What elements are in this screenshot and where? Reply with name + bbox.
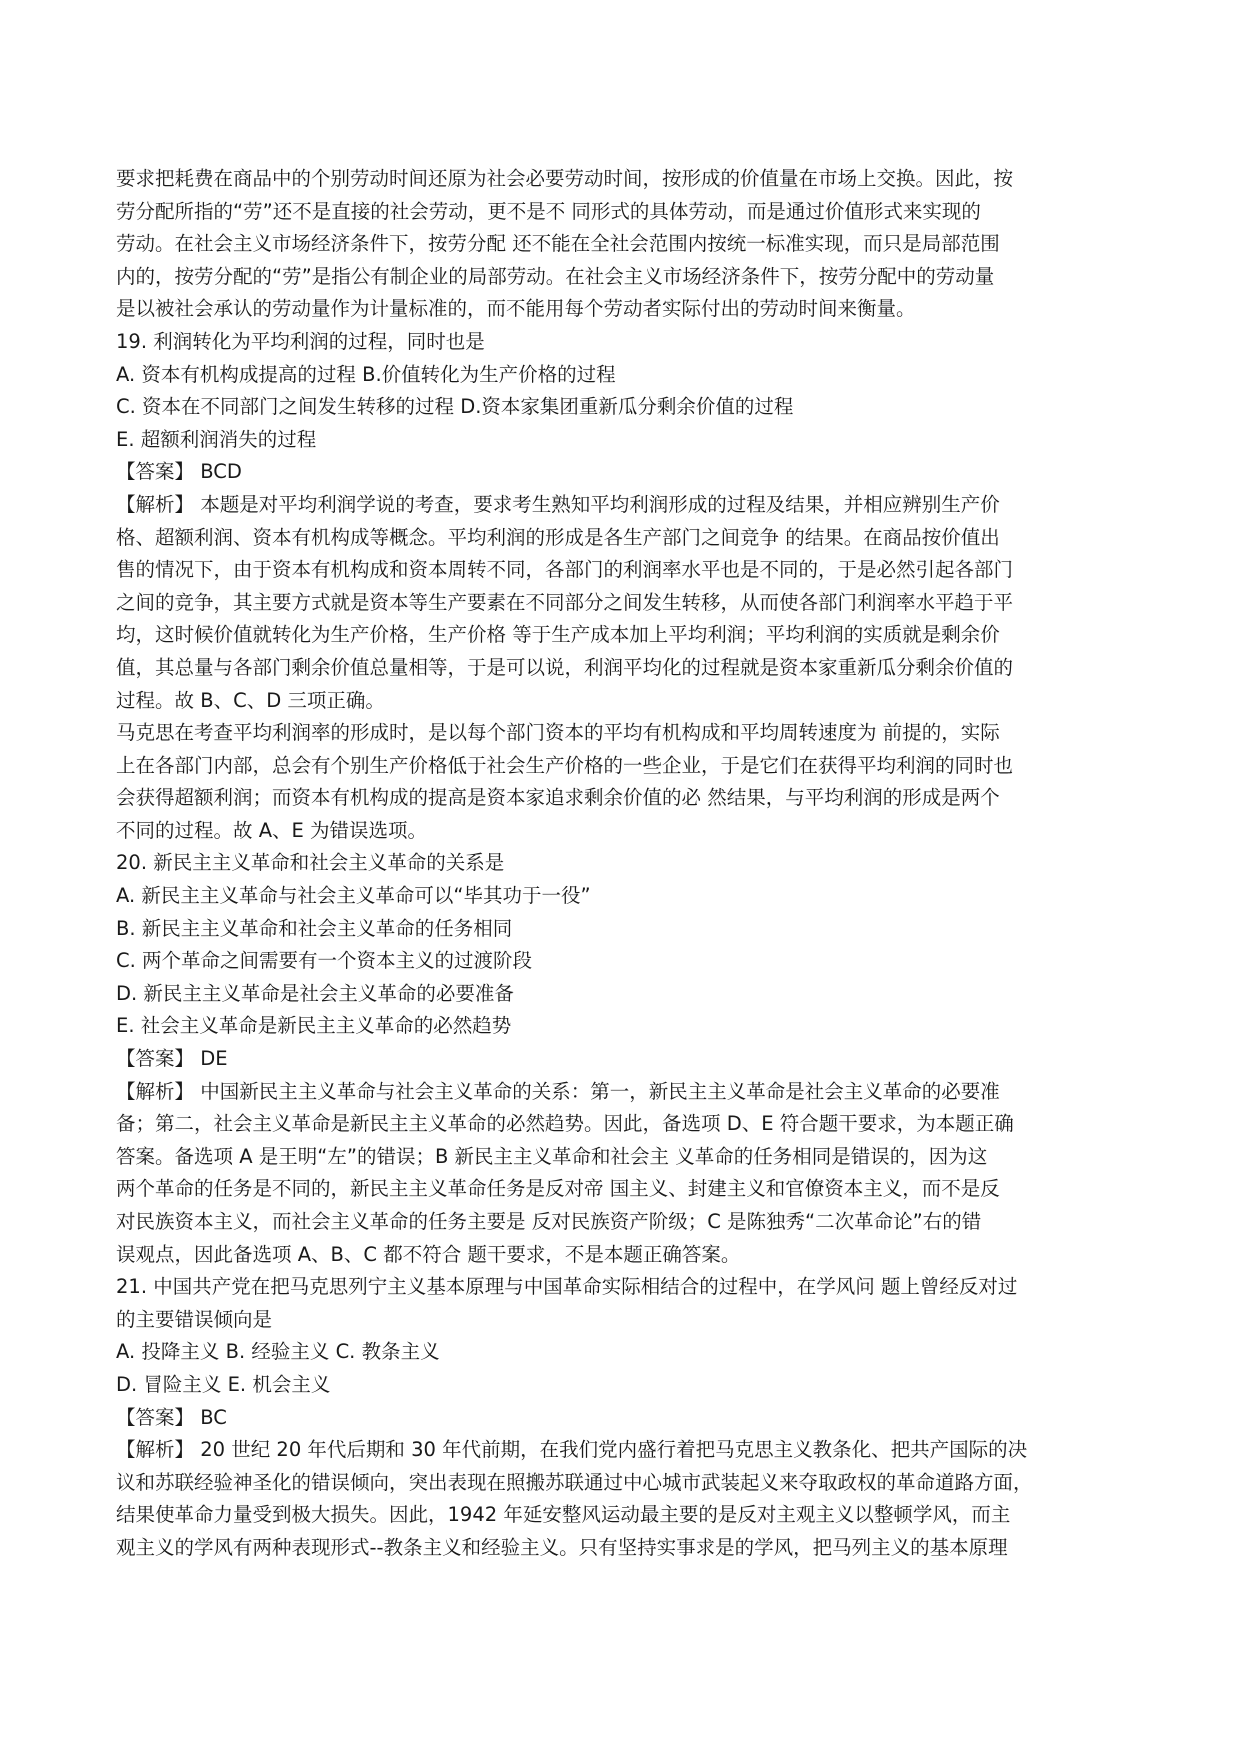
question-20-analysis: 【解析】 中国新民主主义革命与社会主义革命的关系：第一，新民主主义革命是社会主义革命的必要准 [116, 1079, 1000, 1103]
text-line: 内的，按劳分配的“劳”是指公有制企业的局部劳动。在社会主义市场经济条件下，按劳分配中的劳动量 [116, 264, 995, 288]
question-21-option: A. 投降主义 B. 经验主义 C. 教条主义 [116, 1340, 440, 1364]
question-20-analysis: 两个革命的任务是不同的，新民主主义革命任务是反对帝 国主义、封建主义和官僚资本主义，而不是反 [116, 1177, 1000, 1201]
document-page [116, 163, 1126, 1565]
question-20-option: C. 两个革命之间需要有一个资本主义的过渡阶段 [116, 949, 533, 973]
question-20-stem: 20. 新民主主义革命和社会主义革命的关系是 [116, 851, 505, 875]
question-21-answer: 【答案】 BC [116, 1405, 227, 1429]
question-21-analysis: 议和苏联经验神圣化的错误倾向，突出表现在照搬苏联通过中心城市武装起义来夺取政权的革命道路方面， [116, 1470, 1033, 1494]
question-21-analysis: 【解析】 20 世纪 20 年代后期和 30 年代前期，在我们党内盛行着把马克思主义教条化、把共产国际的决 [116, 1438, 1028, 1462]
question-20-option: B. 新民主主义革命和社会主义革命的任务相同 [116, 916, 513, 940]
question-19-analysis: 过程。故 B、C、D 三项正确。 [116, 688, 385, 712]
question-20-option: E. 社会主义革命是新民主主义革命的必然趋势 [116, 1014, 512, 1038]
question-20-option: D. 新民主主义革命是社会主义革命的必要准备 [116, 981, 514, 1005]
text-line: 要求把耗费在商品中的个别劳动时间还原为社会必要劳动时间，按形成的价值量在市场上交换。因此，按 [116, 167, 1014, 190]
question-21-analysis: 观主义的学风有两种表现形式--教条主义和经验主义。只有坚持实事求是的学风，把马列主义的基本原理 [116, 1535, 1008, 1559]
question-19-analysis: 均，这时候价值就转化为生产价格，生产价格 等于生产成本加上平均利润；平均利润的实质就是剩余价 [116, 623, 1000, 647]
question-19-analysis: 格、超额利润、资本有机构成等概念。平均利润的形成是各生产部门之间竞争 的结果。在商品按价值出 [116, 525, 1000, 549]
question-20-answer: 【答案】 DE [116, 1047, 228, 1071]
question-20-analysis: 备；第二，社会主义革命是新民主主义革命的必然趋势。因此，备选项 D、E 符合题干要求，为本题正确 [116, 1112, 1014, 1136]
question-19-analysis: 上在各部门内部，总会有个别生产价格低于社会生产价格的一些企业，于是它们在获得平均利润的同时也 [116, 753, 1014, 777]
question-19-answer: 【答案】 BCD [116, 460, 242, 484]
question-19-analysis: 之间的竞争，其主要方式就是资本等生产要素在不同部分之间发生转移，从而使各部门利润率水平趋于平 [116, 590, 1014, 614]
question-19-stem: 19. 利润转化为平均利润的过程，同时也是 [116, 329, 485, 353]
question-19-analysis: 值，其总量与各部门剩余价值总量相等，于是可以说，利润平均化的过程就是资本家重新瓜分剩余价值的 [116, 655, 1014, 679]
question-19-option: A. 资本有机构成提高的过程 B.价值转化为生产价格的过程 [116, 362, 616, 386]
question-21-analysis: 结果使革命力量受到极大损失。因此，1942 年延安整风运动最主要的是反对主观主义以整顿学风，而主 [116, 1503, 1011, 1527]
question-20-analysis: 误观点，因此备选项 A、B、C 都不符合 题干要求，不是本题正确答案。 [116, 1242, 741, 1266]
question-19-analysis: 不同的过程。故 A、E 为错误选项。 [116, 818, 428, 842]
question-21-option: D. 冒险主义 E. 机会主义 [116, 1372, 331, 1396]
question-19-option: C. 资本在不同部门之间发生转移的过程 D.资本家集团重新瓜分剩余价值的过程 [116, 395, 794, 419]
question-19-analysis: 售的情况下，由于资本有机构成和资本周转不同，各部门的利润率水平也是不同的，于是必然引起各部门 [116, 558, 1014, 582]
question-19-option: E. 超额利润消失的过程 [116, 427, 317, 451]
question-19-analysis: 会获得超额利润；而资本有机构成的提高是资本家追求剩余价值的必 然结果，与平均利润的形成是两个 [116, 786, 1000, 810]
question-20-option: A. 新民主主义革命与社会主义革命可以“毕其功于一役” [116, 884, 591, 908]
text-line: 劳分配所指的“劳”还不是直接的社会劳动，更不是不 同形式的具体劳动，而是通过价值形式来实现的 [116, 199, 981, 223]
question-19-analysis: 马克思在考查平均利润率的形成时，是以每个部门资本的平均有机构成和平均周转速度为 前提的，实际 [116, 721, 1000, 745]
question-20-analysis: 答案。备选项 A 是王明“左”的错误；B 新民主主义革命和社会主 义革命的任务相同是错误的，因为这 [116, 1144, 988, 1168]
question-20-analysis: 对民族资本主义，而社会主义革命的任务主要是 反对民族资产阶级；C 是陈独秀“二次革命论”右的错 [116, 1210, 982, 1233]
text-line: 是以被社会承认的劳动量作为计量标准的，而不能用每个劳动者实际付出的劳动时间来衡量。 [116, 297, 916, 321]
question-19-analysis: 【解析】 本题是对平均利润学说的考查，要求考生熟知平均利润形成的过程及结果，并相应辨别生产价 [116, 492, 1000, 516]
text-line: 劳动。在社会主义市场经济条件下，按劳分配 还不能在全社会范围内按统一标准实现，而只是局部范围 [116, 232, 1000, 256]
question-21-stem: 的主要错误倾向是 [116, 1307, 273, 1331]
question-21-stem: 21. 中国共产党在把马克思列宁主义基本原理与中国革命实际相结合的过程中，在学风问 题上曾经反对过 [116, 1275, 1018, 1299]
